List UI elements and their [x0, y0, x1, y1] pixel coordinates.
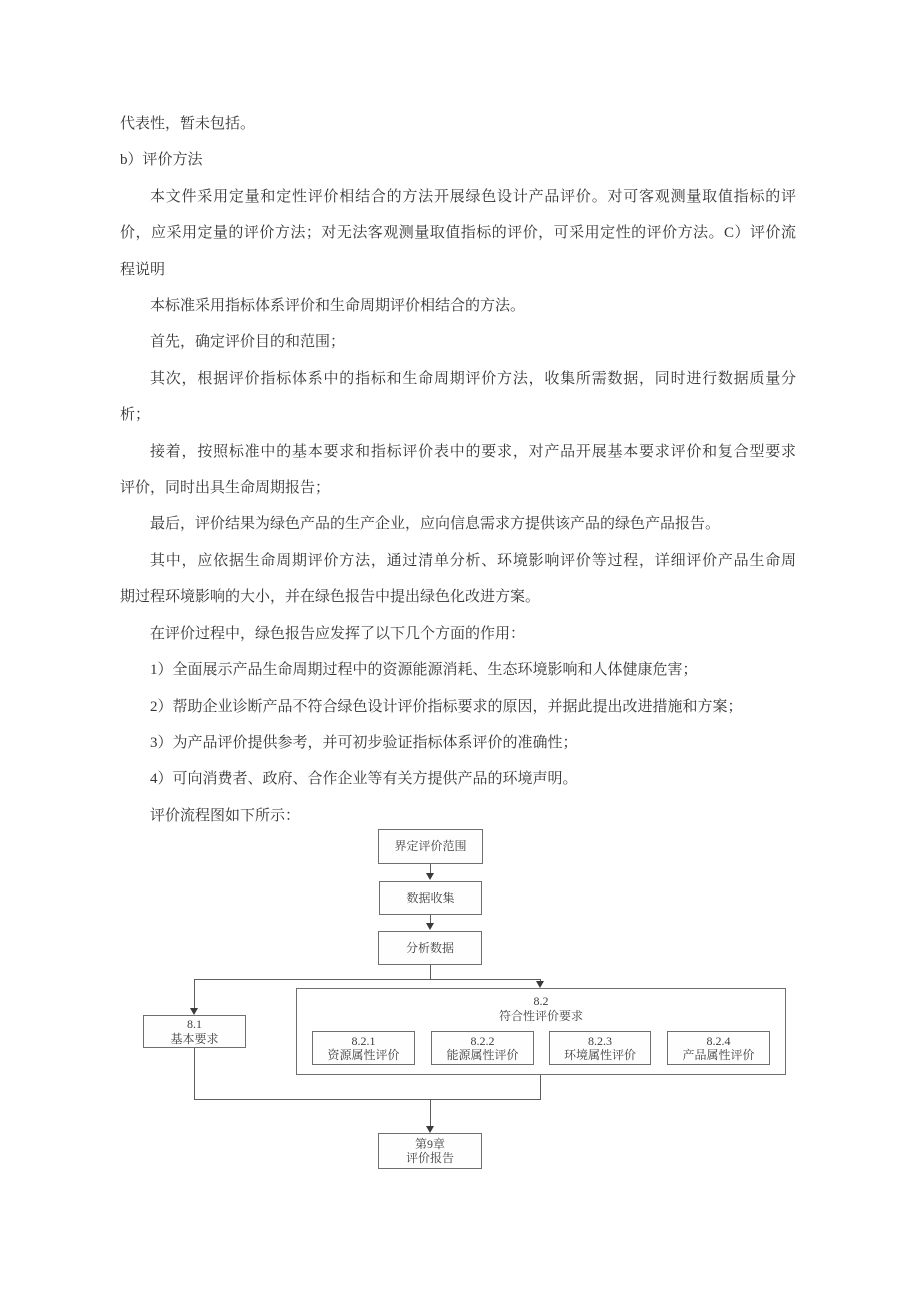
text-line: 在评价过程中，绿色报告应发挥了以下几个方面的作用： [150, 625, 526, 642]
arrow-down-icon [426, 923, 434, 930]
connector-line [194, 1099, 541, 1100]
flow-group-label: 符合性评价要求 [498, 1008, 583, 1023]
connector-line [194, 979, 541, 980]
text-line: 首先，确定评价目的和范围； [150, 334, 346, 351]
text-line: 其中，应依据生命周期评价方法，通过清单分析、环境影响评价等过程，详细评价产品生命周 [150, 552, 796, 569]
flow-node-number: 8.2.2 [470, 1033, 495, 1048]
flow-node-label: 分析数据 [405, 940, 454, 955]
text-line: 其次，根据评价指标体系中的指标和生命周期评价方法，收集所需数据，同时进行数据质量分 [150, 370, 796, 387]
text-line: 评价流程图如下所示： [150, 807, 301, 824]
text-line: 2）帮助企业诊断产品不符合绿色设计评价指标要求的原因，并据此提出改进措施和方案； [150, 698, 743, 715]
text-line: 3）为产品评价提供参考，并可初步验证指标体系评价的准确性； [150, 734, 578, 751]
arrow-down-icon [426, 1126, 434, 1133]
flow-node-number: 8.2.3 [588, 1033, 612, 1048]
arrow-down-icon [536, 981, 544, 988]
flow-node-number: 第9章 [414, 1136, 445, 1151]
connector-line [430, 1099, 431, 1126]
flow-node-label: 资源属性评价 [327, 1048, 400, 1062]
flow-node-environment-attribute [549, 1031, 651, 1065]
flow-node-data-collection [379, 881, 482, 915]
text-line: 评价，同时出具生命周期报告； [120, 480, 331, 497]
text-line: 1）全面展示产品生命周期过程中的资源能源消耗、生态环境影响和人体健康危害； [150, 662, 698, 679]
document-body [120, 106, 796, 834]
text-line: 程说明 [120, 261, 166, 278]
connector-line [194, 1048, 195, 1099]
flow-node-evaluation-report [378, 1133, 482, 1169]
text-line: 价，应采用定量的评价方法；对无法客观测量取值指标的评价，可采用定性的评价方法。C）评价流 [120, 225, 796, 242]
text-line: 最后，评价结果为绿色产品的生产企业，应向信息需求方提供该产品的绿色产品报告。 [150, 516, 721, 533]
text-line: 4）可向消费者、政府、合作企业等有关方提供产品的环境声明。 [150, 771, 578, 788]
text-line: 本文件采用定量和定性评价相结合的方法开展绿色设计产品评价。对可客观测量取值指标的评 [150, 188, 796, 205]
flow-node-product-attribute [667, 1031, 770, 1065]
connector-line [194, 979, 195, 1008]
flow-node-number: 8.2.1 [351, 1033, 376, 1048]
text-line: b）评价方法 [120, 152, 203, 169]
flow-node-energy-attribute [431, 1031, 534, 1065]
text-line: 接着，按照标准中的基本要求和指标评价表中的要求，对产品开展基本要求评价和复合型要求 [150, 443, 796, 460]
flow-node-label: 环境属性评价 [563, 1048, 636, 1062]
text-line: 本标准采用指标体系评价和生命周期评价相结合的方法。 [150, 298, 526, 315]
flow-node-basic-requirements [143, 1015, 246, 1048]
flow-group-number: 8.2 [533, 994, 549, 1008]
arrow-down-icon [190, 1008, 198, 1015]
text-line: 析； [120, 407, 151, 424]
flow-node-label: 界定评价范围 [394, 839, 467, 854]
flow-node-label: 产品属性评价 [682, 1048, 755, 1062]
text-line: 代表性，暂未包括。 [120, 116, 256, 132]
flow-node-label: 数据收集 [406, 890, 455, 905]
arrow-down-icon [426, 873, 434, 880]
flow-node-label: 能源属性评价 [446, 1048, 519, 1062]
text-line: 期过程环境影响的大小，并在绿色报告中提出绿色化改进方案。 [120, 589, 541, 606]
connector-line [430, 965, 431, 979]
flow-node-number: 8.2.4 [706, 1033, 731, 1048]
flow-node-analyze-data [378, 931, 482, 965]
flow-node-label: 基本要求 [170, 1031, 219, 1046]
flow-node-resource-attribute [312, 1031, 415, 1065]
flow-node-number: 8.1 [187, 1017, 202, 1031]
flow-node-define-scope [378, 829, 483, 864]
flow-node-label: 评价报告 [405, 1151, 454, 1165]
connector-line [540, 1075, 541, 1099]
